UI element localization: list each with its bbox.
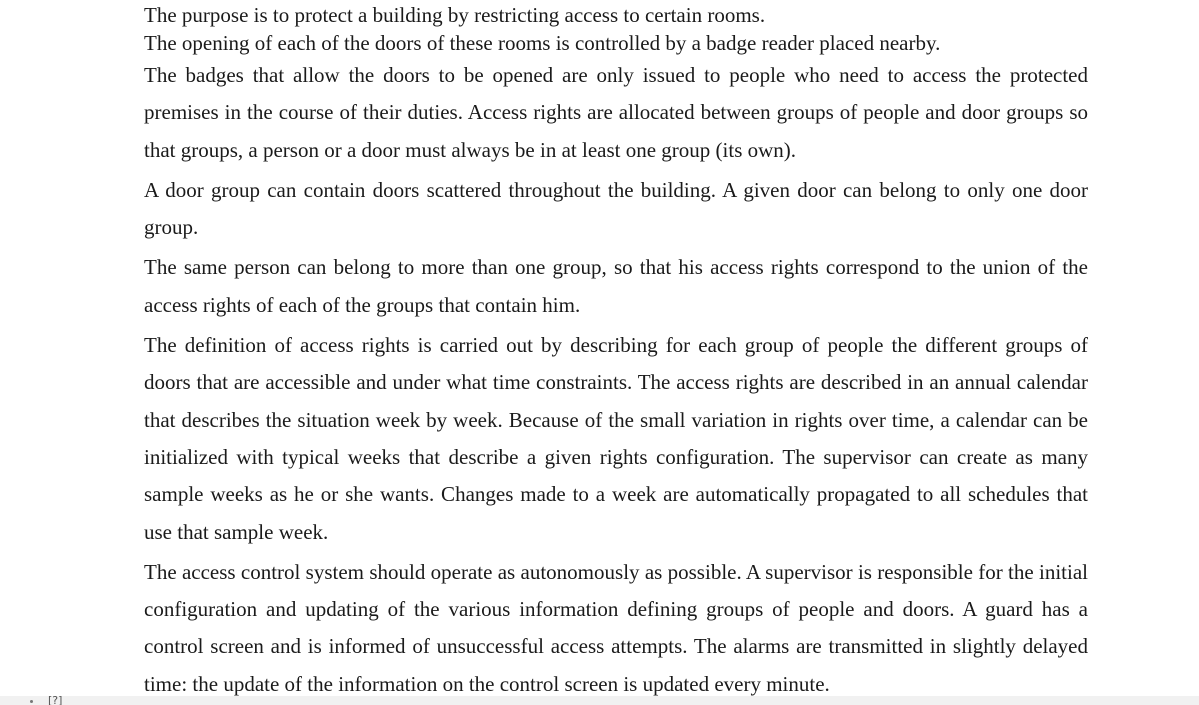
paragraph-access-rights: The definition of access rights is carried out by describing for each group of people the different groups of doors that are accessible and under what time constraints. The access rights are described in an annual calendar that describes the situation week by week. Because of the small variation in rights over time, a calendar can be initialized with typical weeks that describe a given rights configuration. The supervisor can create as many sample weeks as he or she wants. Changes made to a week are automatically propagated to all schedules that use that sample week.	[144, 333, 1088, 544]
paragraph-door-group: A door group can contain doors scattered throughout the building. A given door can belong to only one door group.	[144, 177, 1088, 240]
document-body	[144, 0, 1088, 705]
text-line-purpose: The purpose is to protect a building by restricting access to certain rooms.	[144, 3, 766, 27]
status-dot-icon	[30, 700, 33, 703]
status-bracket-icon[interactable]: [?]	[48, 696, 63, 705]
paragraph-badges: The badges that allow the doors to be opened are only issued to people who need to access the protected premises in the course of their duties. Access rights are allocated between groups of people and door groups so that groups, a person or a door must always be in at least one group (its own).	[144, 63, 1088, 162]
text-line-opening: The opening of each of the doors of these rooms is controlled by a badge reader placed nearby.	[144, 30, 941, 55]
paragraph-autonomy: The access control system should operate as autonomously as possible. A supervisor is responsible for the initial configuration and updating of the various information defining groups of people and doors. A guard has a control screen and is informed of unsuccessful access attempts. The alarms are transmitted in slightly delayed time: the update of the information on the control screen is updated every minute.	[144, 559, 1088, 696]
paragraph-same-person: The same person can belong to more than one group, so that his access rights correspond to the union of the access rights of each of the groups that contain him.	[144, 255, 1088, 317]
bottom-status-bar	[0, 696, 1199, 705]
